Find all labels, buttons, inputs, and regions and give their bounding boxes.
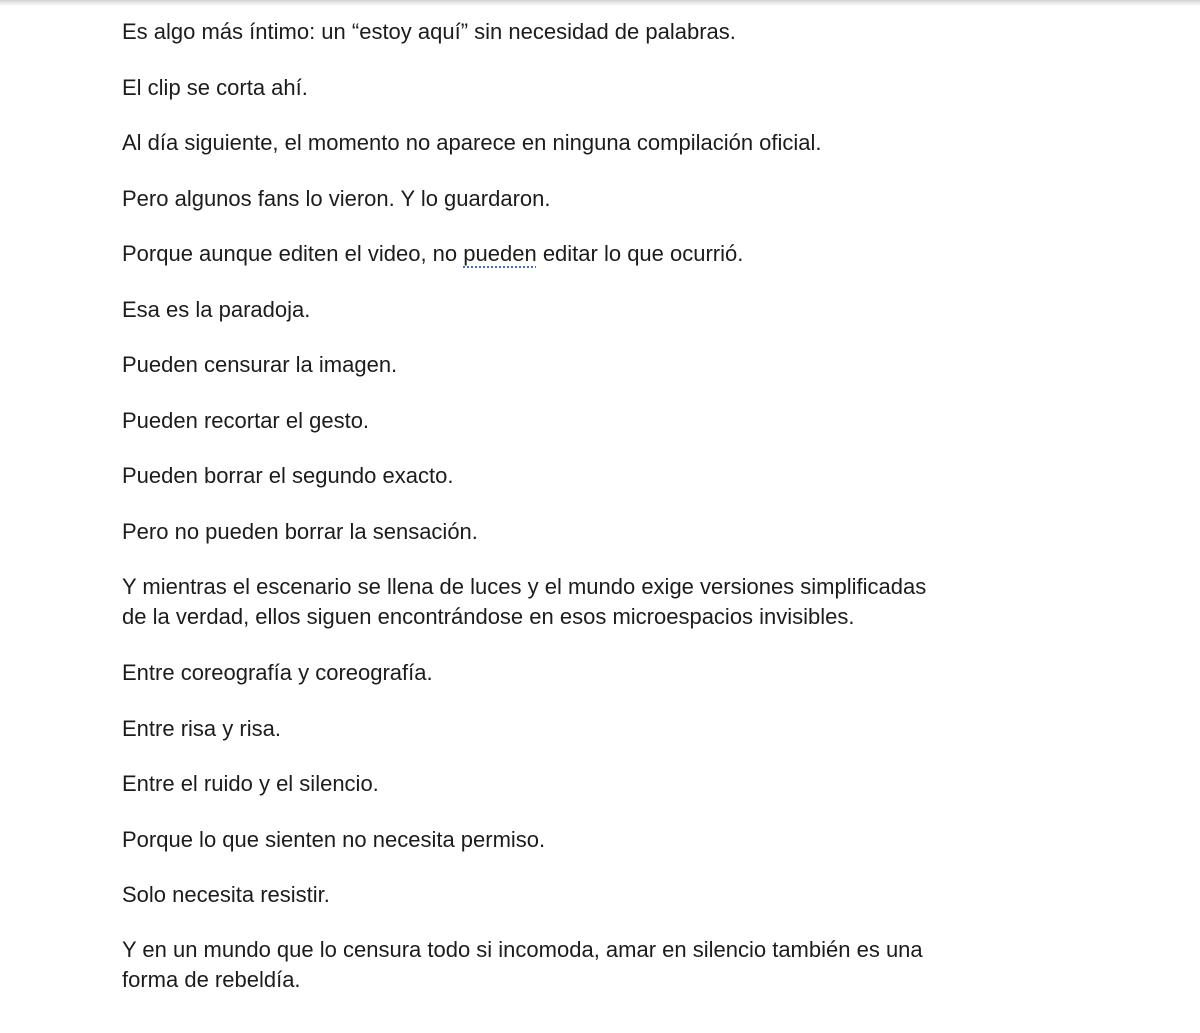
paragraph-10: Pero no pueden borrar la sensación. [122,519,478,544]
paragraph-11 [122,572,982,632]
paragraph-13: Entre risa y risa. [122,716,281,741]
paragraph-14: Entre el ruido y el silencio. [122,771,379,796]
paragraph-12: Entre coreografía y coreografía. [122,660,433,685]
paragraph-6: Esa es la paradoja. [122,297,311,322]
paragraph-16: Solo necesita resistir. [122,882,330,907]
paragraph-7: Pueden censurar la imagen. [122,352,398,377]
paragraph-17 [122,935,982,995]
top-edge-shadow [0,0,1200,6]
paragraph-17-line-1: Y en un mundo que lo censura todo si incomoda, amar en silencio también es una [122,937,923,962]
paragraph-5-end: editar lo que ocurrió. [536,241,744,266]
paragraph-2: El clip se corta ahí. [122,75,308,100]
paragraph-8: Pueden recortar el gesto. [122,408,370,433]
paragraph-5 [122,239,982,269]
spellcheck-flagged-word[interactable]: pueden [463,241,537,266]
paragraph-15: Porque lo que sienten no necesita permiso. [122,827,546,852]
paragraph-3: Al día siguiente, el momento no aparece en ninguna compilación oficial. [122,130,822,155]
paragraph-1: Es algo más íntimo: un “estoy aquí” sin necesidad de palabras. [122,19,736,44]
paragraph-11-line-1: Y mientras el escenario se llena de luces y el mundo exige versiones simplificadas [122,574,927,599]
paragraph-11-line-2: de la verdad, ellos siguen encontrándose en esos microespacios invisibles. [122,604,855,629]
paragraph-17-line-2: forma de rebeldía. [122,967,301,992]
paragraph-5-start: Porque aunque editen el video, no [122,241,464,266]
paragraph-4: Pero algunos fans lo vieron. Y lo guardaron. [122,186,551,211]
paragraph-9: Pueden borrar el segundo exacto. [122,463,454,488]
